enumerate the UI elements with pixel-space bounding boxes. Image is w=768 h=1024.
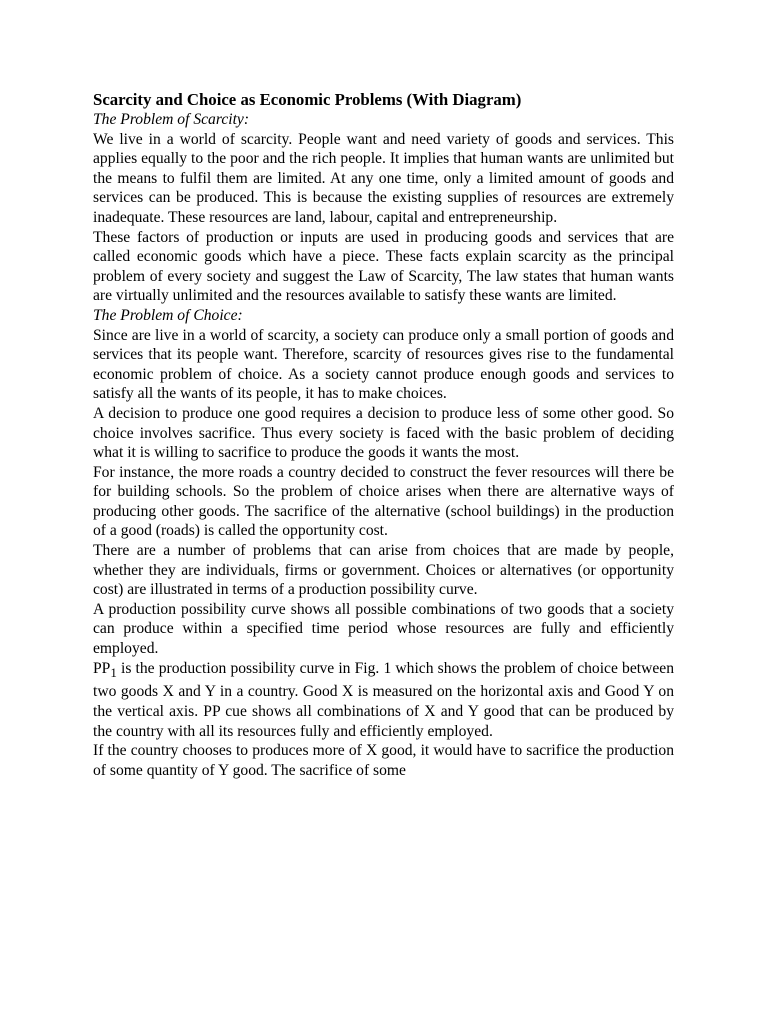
section-heading-scarcity: The Problem of Scarcity: <box>93 111 250 128</box>
paragraph: These factors of production or inputs are used in producing goods and services that are called economic goods which have a piece. These facts explain scarcity as the principal problem of every society and suggest the Law of Scarcity, The law states that human wants are virtually unlimited and the resources available to satisfy these wants are limited. <box>93 228 674 305</box>
section-heading-choice: The Problem of Choice: <box>93 306 243 324</box>
paragraph: We live in a world of scarcity. People want and need variety of goods and services. This applies equally to the poor and the rich people. It implies that human wants are unlimited but the means to fulfil them are limited. At any one time, only a limited amount of goods and services can be produced. This is because the existing supplies of resources are extremely inadequate. These resources are land, labour, capital and entrepreneurship. <box>93 130 674 226</box>
paragraph-pp-curve <box>93 659 674 741</box>
paragraph: A production possibility curve shows all possible combinations of two goods that a society can produce within a specified time period whose resources are fully and efficiently employed. <box>93 600 674 658</box>
paragraph-last: If the country chooses to produces more of X good, it would have to sacrifice the production of some quantity of Y good. The sacrifice of some <box>93 742 674 779</box>
document-title: Scarcity and Choice as Economic Problems (With Diagram) <box>93 90 522 109</box>
pp-paragraph-text: is the production possibility curve in Fig. 1 which shows the problem of choice between two goods X and Y in a country. Good X is measured on the horizontal axis and Good Y on the vertical axis. PP cue shows all combinations of X and Y good that can be produced by the country with all its resources fully and efficiently employed. <box>93 659 674 740</box>
pp-subscript: 1 <box>110 664 117 680</box>
document-page <box>93 90 674 780</box>
paragraph: There are a number of problems that can arise from choices that are made by people, whether they are individuals, firms or government. Choices or alternatives (or opportunity cost) are illustrated in terms of a production possibility curve. <box>93 542 674 599</box>
paragraph: A decision to produce one good requires a decision to produce less of some other good. So choice involves sacrifice. Thus every society is faced with the basic problem of deciding what it is willing to sacrifice to produce the goods it wants the most. <box>93 404 674 462</box>
paragraph: For instance, the more roads a country decided to construct the fever resources will there be for building schools. So the problem of choice arises when there are alternative ways of producing other goods. The sacrifice of the alternative (school buildings) in the production of a good (roads) is called the opportunity cost. <box>93 463 674 540</box>
paragraph: Since are live in a world of scarcity, a society can produce only a small portion of goods and services that its people want. Therefore, scarcity of resources gives rise to the fundamental economic problem of choice. As a society cannot produce enough goods and services to satisfy all the wants of its people, it has to make choices. <box>93 326 674 403</box>
pp-label: PP <box>93 659 111 677</box>
